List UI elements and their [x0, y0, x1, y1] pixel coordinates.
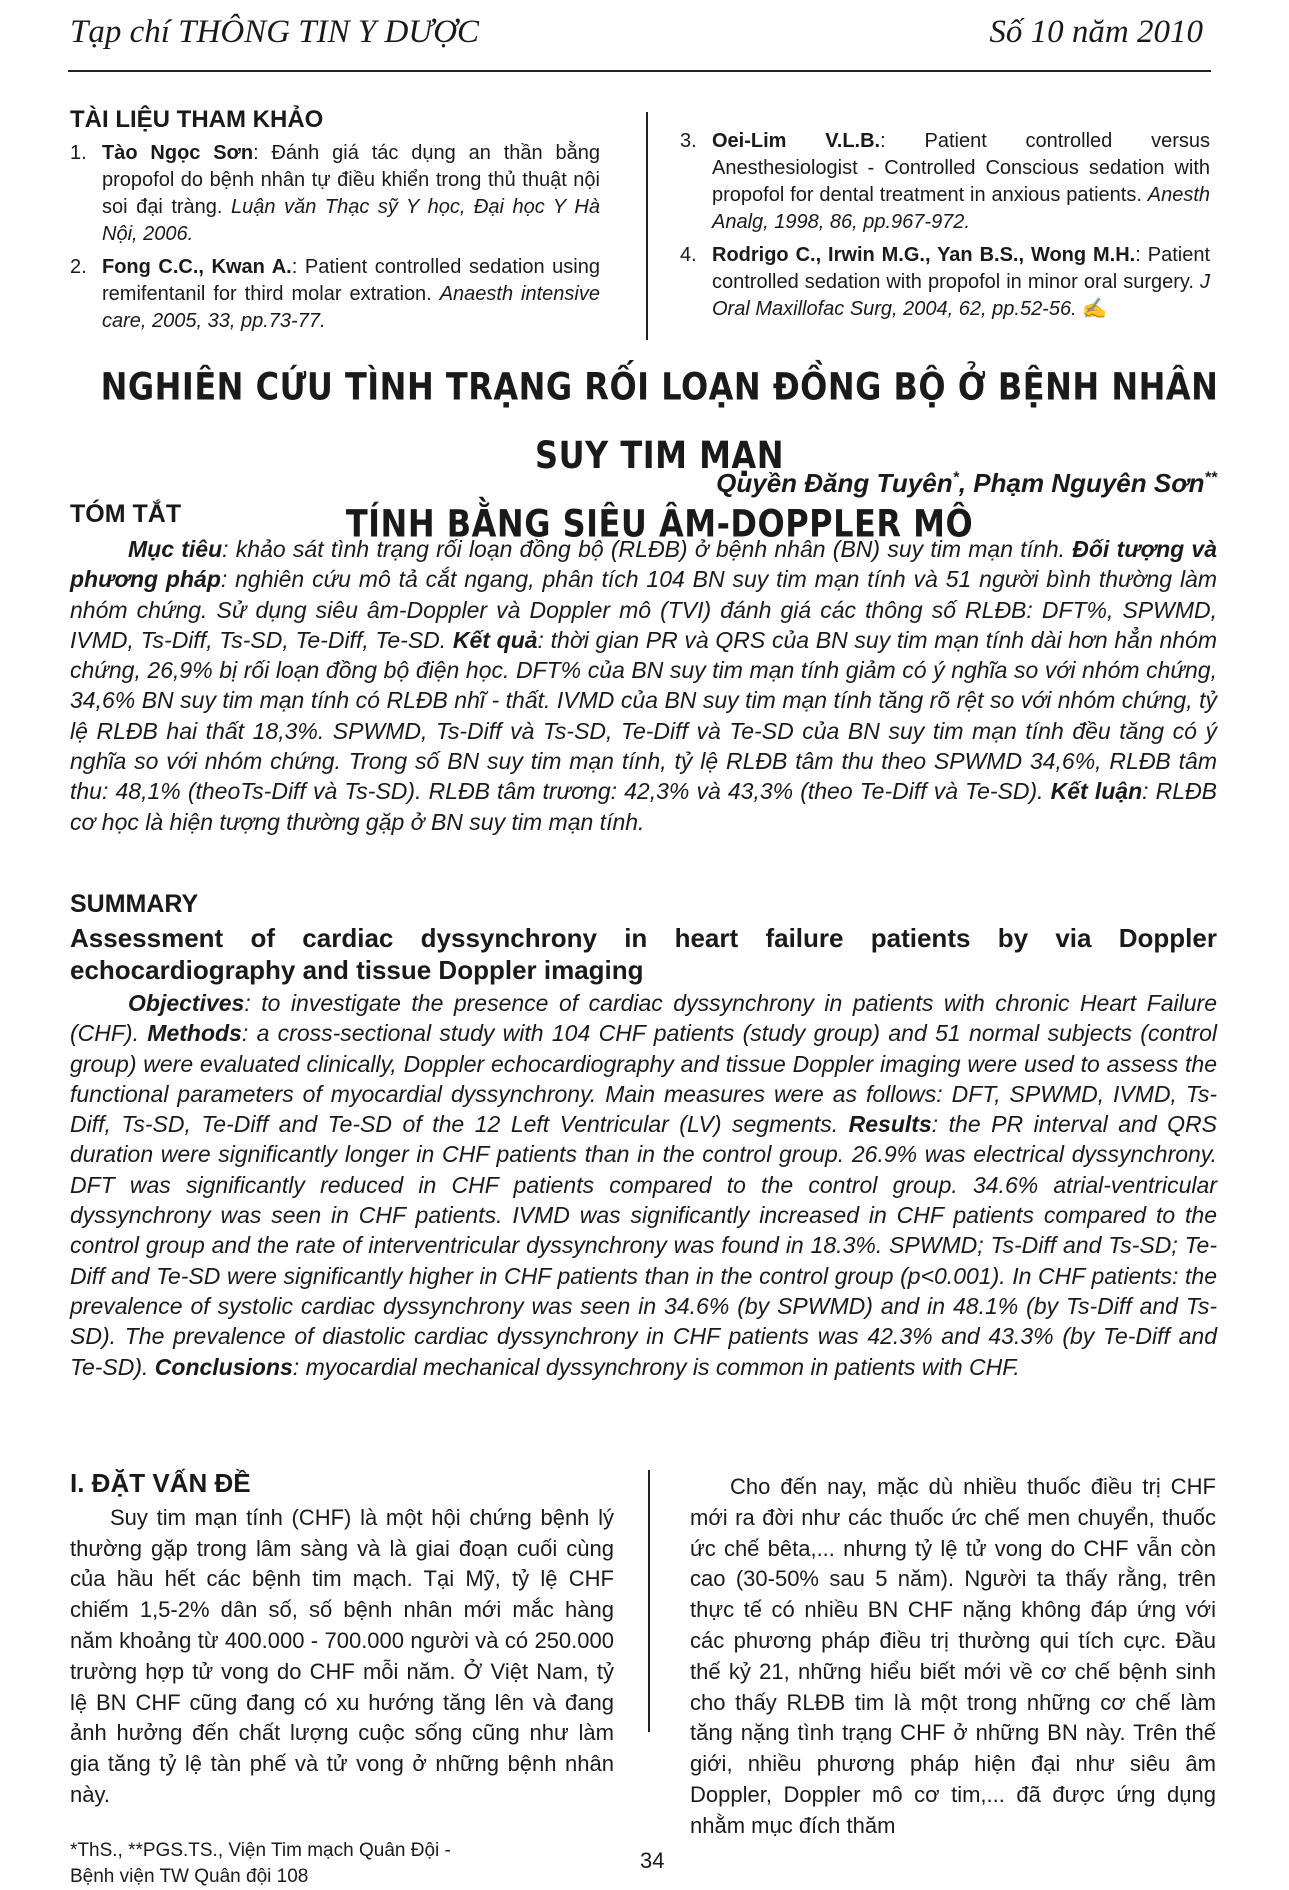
references-column-divider [646, 112, 648, 340]
summary-label: Objectives [128, 990, 245, 1016]
references-heading: TÀI LIỆU THAM KHẢO [70, 106, 324, 133]
reference-item: 2. Fong C.C., Kwan A.: Patient controlled sedation using remifentanil for third molar extration. Anaesth intensive care, 2005, 33, pp.73-77. [70, 254, 600, 335]
reference-source: Anesth Analg, 1998, 86, pp.967-972. [712, 184, 1210, 233]
reference-source: J Oral Maxillofac Surg, 2004, 62, pp.52-56. [712, 271, 1210, 320]
reference-number: 3. [680, 130, 697, 152]
reference-item: 4. Rodrigo C., Irwin M.G., Yan B.S., Wong M.H.: Patient controlled sedation with propofol in minor oral surgery. J Oral Maxillofac Surg, 2004, 62, pp.52-56. ✍ [680, 242, 1210, 323]
author-mark: ** [1204, 469, 1217, 487]
author-name: Phạm Nguyên Sơn [973, 468, 1205, 498]
summary-heading: SUMMARY [70, 890, 199, 918]
reference-number: 2. [70, 256, 87, 278]
authors: Quyền Đăng Tuyên*, Phạm Nguyên Sơn** [716, 468, 1217, 498]
reference-authors: Oei-Lim V.L.B. [712, 130, 881, 152]
abstract-label: Kết quả [452, 626, 538, 653]
abstract-vi-body: Mục tiêu: khảo sát tình trạng rối loạn đồng bộ (RLĐB) ở bệnh nhân (BN) suy tim mạn tính. Đối tượng và phương pháp: nghiên cứu mô tả cắt ngang, phân tích 104 BN suy tim mạn tính và 51 người bình thường làm nhóm chứng. Sử dụng siêu âm-Doppler và Doppler mô (TVI) đánh giá các thông số RLĐB: DFT%, SPWMD, IVMD, Ts-Diff, Ts-SD, Te-Diff, Te-SD. Kết quả: thời gian PR và QRS của BN suy tim mạn tính dài hơn hẳn nhóm chứng, 26,9% bị rối loạn đồng bộ điện học. DFT% của BN suy tim mạn tính giảm có ý nghĩa so với nhóm chứng, 34,6% BN suy tim mạn tính có RLĐB nhĩ - thất. IVMD của BN suy tim mạn tính tăng rõ rệt so với nhóm chứng, tỷ lệ RLĐB hai thất 18,3%. SPWMD, Ts-Diff và Ts-SD, Te-Diff và Te-SD của BN suy tim mạn tính đều tăng có ý nghĩa so với nhóm chứng. Trong số BN suy tim mạn tính, tỷ lệ RLĐB tâm thu theo SPWMD 34,6%, RLĐB tâm thu: 48,1% (theoTs-Diff và Ts-SD). RLĐB tâm trương: 42,3% và 43,3% (theo Te-Diff và Te-SD). Kết luận: RLĐB cơ học là hiện tượng thường gặp ở BN suy tim mạn tính. [70, 536, 1218, 835]
article-title-line1: NGHIÊN CỨU TÌNH TRẠNG RỐI LOẠN ĐỒNG BỘ Ở BỆNH NHÂN SUY TIM MẠN [100, 364, 1219, 478]
reference-number: 1. [70, 142, 87, 164]
abstract-label: Kết luận [1050, 778, 1143, 805]
summary-title: Assessment of cardiac dyssynchrony in heart failure patients by via Doppler echocardiography and tissue Doppler imaging [70, 923, 1217, 985]
references-left-column [70, 106, 600, 341]
section1-heading: I. ĐẶT VẤN ĐỀ [70, 1468, 251, 1498]
reference-item: 1. Tào Ngọc Sơn: Đánh giá tác dụng an thần bằng propofol do bệnh nhân tự điều khiển trong thủ thuật nội soi đại tràng. Luận văn Thạc sỹ Y học, Đại học Y Hà Nội, 2006. [70, 140, 600, 248]
reference-text: Đánh giá tác dụng an thần bằng propofol do bệnh nhân tự điều khiển trong thủ thuật nội soi đại tràng. [102, 142, 600, 218]
header-divider [68, 70, 1211, 72]
section1-right-column [690, 1472, 1216, 1842]
article-title [90, 352, 1229, 557]
summary-label: Conclusions [154, 1353, 293, 1380]
reference-authors: Rodrigo C., Irwin M.G., Yan B.S., Wong M.H. [712, 244, 1136, 266]
abstract-label: Đối tượng và phương pháp [70, 536, 1218, 593]
reference-item: 3. Oei-Lim V.L.B.: Patient controlled versus Anesthesiologist - Controlled Conscious sedation with propofol for dental treatment in anxious patients. Anesth Analg, 1998, 86, pp.967-972. [680, 128, 1210, 236]
reference-authors: Fong C.C., Kwan A. [102, 256, 292, 278]
section1-column-divider [648, 1470, 650, 1732]
abstract-label: Mục tiêu [128, 536, 223, 562]
reference-number: 4. [680, 244, 697, 266]
summary-body: Objectives: to investigate the presence of cardiac dyssynchrony in patients with chronic Heart Failure (CHF). Methods: a cross-sectional study with 104 CHF patients (study group) and 51 normal subjects (control group) were evaluated clinically, Doppler echocardiography and tissue Doppler imaging were used to assess the functional parameters of myocardial dyssynchrony. Main measures were as follows: DFT, SPWMD, IVMD, Ts-Diff, Ts-SD, Te-Diff and Te-SD of the 12 Left Ventricular (LV) segments. Results: the PR interval and QRS duration were significantly longer in CHF patients than in the control group. 26.9% was electrical dyssynchrony. DFT was significantly reduced in CHF patients compared to the control group. 34.6% atrial-ventricular dyssynchrony was seen in CHF patients. IVMD was significantly increased in CHF patients compared to the control group and the rate of interventricular dyssynchrony was found in 18.3%. SPWMD; Ts-Diff and Ts-SD; Te-Diff and Te-SD were significantly higher in CHF patients than in the control group (p<0.001). In CHF patients: the prevalence of systolic cardiac dyssynchrony was seen in 34.6% (by SPWMD) and in 48.1% (by Ts-Diff and Ts-SD). The prevalence of diastolic cardiac dyssynchrony in CHF patients was 42.3% and 43.3% (by Te-Diff and Te-SD). Conclusions: myocardial mechanical dyssynchrony is common in patients with CHF. [70, 990, 1218, 1380]
article-title-line2: TÍNH BẰNG SIÊU ÂM-DOPPLER MÔ [345, 501, 974, 546]
summary-label: Results [848, 1111, 932, 1138]
reference-text: Patient controlled sedation using remifentanil for third molar extration. [102, 256, 600, 305]
affiliation-footnote: *ThS., **PGS.TS., Viện Tim mạch Quân Đội - Bệnh viện TW Quân đội 108 [70, 1840, 451, 1887]
reference-text: Patient controlled versus Anesthesiologist - Controlled Conscious sedation with propofol for dental treatment in anxious patients. [712, 130, 1210, 206]
journal-title: Tạp chí THÔNG TIN Y DƯỢC [70, 14, 480, 50]
author-name: Quyền Đăng Tuyên [716, 468, 953, 498]
issue-number: Số 10 năm 2010 [989, 14, 1203, 50]
abstract-vi-heading: TÓM TẮT [70, 500, 182, 528]
references-right-column [680, 128, 1210, 329]
reference-source: Luận văn Thạc sỹ Y học, Đại học Y Hà Nội, 2006. [102, 196, 600, 245]
section1-paragraph: Suy tim mạn tính (CHF) là một hội chứng bệnh lý thường gặp trong lâm sàng và là giai đoạn cuối cùng của hầu hết các bệnh tim mạch. Tại Mỹ, tỷ lệ CHF chiếm 1,5-2% dân số, số bệnh nhân mới mắc hàng năm khoảng từ 400.000 - 700.000 người và có 250.000 trường hợp tử vong do CHF mỗi năm. Ở Việt Nam, tỷ lệ BN CHF cũng đang có xu hướng tăng lên và đang ảnh hưởng đến chất lượng cuộc sống cũng như làm gia tăng tỷ lệ tàn phế và tử vong ở những bệnh nhân này. [70, 1504, 614, 1807]
reference-authors: Tào Ngọc Sơn [102, 142, 254, 164]
section1-paragraph: Cho đến nay, mặc dù nhiều thuốc điều trị CHF mới ra đời như các thuốc ức chế men chuyển, thuốc ức chế bêta,... nhưng tỷ lệ tử vong do CHF vẫn còn cao (30-50% sau 5 năm). Người ta thấy rằng, trên thực tế có nhiều BN CHF nặng không đáp ứng với các phương pháp điều trị thường qui tích cực. Đầu thế kỷ 21, những hiểu biết mới về cơ chế bệnh sinh cho thấy RLĐB tim là một trong những cơ chế làm tăng nặng tình trạng CHF ở những BN này. Trên thế giới, nhiều phương pháp hiện đại như siêu âm Doppler, Doppler mô cơ tim,... đã được ứng dụng nhằm mục đích thăm [690, 1474, 1216, 1838]
author-mark: * [952, 469, 959, 487]
summary-label: Methods [147, 1020, 242, 1047]
reference-text: Patient controlled sedation with propofol in minor oral surgery. [712, 244, 1210, 293]
end-mark-icon: ✍ [1082, 298, 1108, 320]
section1-left-column [70, 1468, 614, 1811]
reference-source: Anaesth intensive care, 2005, 33, pp.73-77. [102, 283, 600, 332]
page-number: 34 [640, 1848, 665, 1873]
